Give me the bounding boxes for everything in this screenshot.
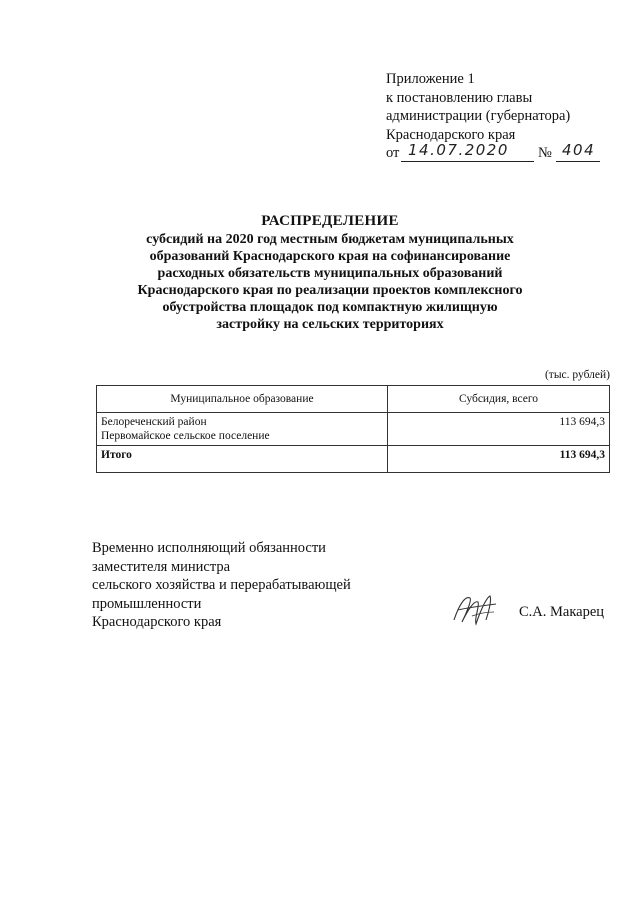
distribution-table xyxy=(96,385,610,473)
date-underline xyxy=(401,161,534,162)
total-amount: 113 694,3 xyxy=(388,446,610,473)
district-name: Белореченский район xyxy=(101,416,207,428)
signatory-position xyxy=(92,539,382,632)
date-prefix: от xyxy=(386,145,400,161)
title-line: субсидий на 2020 год местным бюджетам муниципальных xyxy=(146,232,514,247)
position-line: Краснодарского края xyxy=(92,614,222,630)
appendix-line: Приложение 1 xyxy=(386,71,475,87)
appendix-line: Краснодарского края xyxy=(386,126,516,143)
position-line: заместителя министра xyxy=(92,558,231,575)
municipality-cell xyxy=(97,413,388,446)
table-row xyxy=(97,413,610,446)
number-prefix: № xyxy=(538,145,552,161)
decree-reference xyxy=(386,141,626,164)
title-line: образований Краснодарского края на софинансирование xyxy=(149,249,511,264)
title-heading: РАСПРЕДЕЛЕНИЕ xyxy=(261,213,399,229)
table-header-row xyxy=(97,386,610,413)
total-label: Итого xyxy=(97,446,388,473)
column-header-subsidy: Субсидия, всего xyxy=(388,386,610,413)
subsidy-amount: 113 694,3 xyxy=(388,413,610,446)
title-line: Краснодарского края по реализации проектов комплексного xyxy=(137,283,523,298)
column-header-municipality: Муниципальное образование xyxy=(97,386,388,413)
signer-name: С.А. Макарец xyxy=(519,604,605,620)
total-row xyxy=(97,446,610,473)
appendix-block xyxy=(386,70,626,164)
position-line: промышленности xyxy=(92,595,202,612)
number-underline xyxy=(556,161,600,162)
title-line: расходных обязательств муниципальных образований xyxy=(157,266,503,281)
document-title xyxy=(120,213,540,333)
settlement-name: Первомайское сельское поселение xyxy=(101,430,270,442)
position-line: сельского хозяйства и перерабатывающей xyxy=(92,577,351,593)
decree-number: 404 xyxy=(562,141,596,159)
title-line: обустройства площадок под компактную жилищную xyxy=(162,300,498,315)
handwritten-signature xyxy=(450,590,500,630)
position-line: Временно исполняющий обязанности xyxy=(92,540,326,556)
units-label: (тыс. рублей) xyxy=(544,369,610,381)
decree-date: 14.07.2020 xyxy=(408,141,509,159)
title-line: застройку на сельских территориях xyxy=(216,317,444,332)
appendix-line: администрации (губернатора) xyxy=(386,108,571,124)
appendix-line: к постановлению главы xyxy=(386,89,533,106)
